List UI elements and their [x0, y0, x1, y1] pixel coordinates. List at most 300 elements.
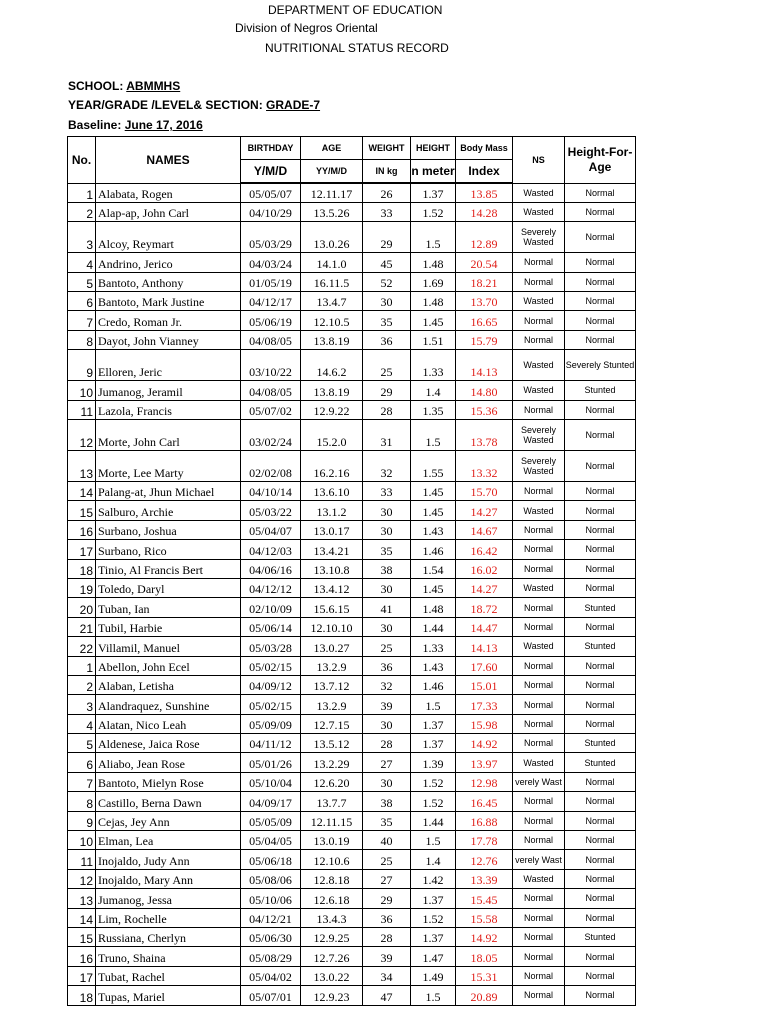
birthday-cell: 05/04/07 — [241, 520, 301, 539]
student-name-cell: Tinio, Al Francis Bert — [96, 559, 241, 578]
height-for-age-cell: Normal — [565, 831, 636, 850]
row-number-cell: 22 — [68, 637, 96, 656]
age-cell: 12.6.20 — [301, 772, 363, 791]
birthday-cell: 05/06/14 — [241, 617, 301, 636]
baseline-value: June 17, 2016 — [124, 118, 203, 132]
height-for-age-cell: Normal — [565, 908, 636, 927]
table-row — [68, 451, 636, 482]
weight-cell: 52 — [363, 272, 411, 291]
height-for-age-cell: Stunted — [565, 637, 636, 656]
row-number-cell: 4 — [68, 714, 96, 733]
nutritional-status-cell: Normal — [513, 811, 565, 830]
nutritional-status-cell: Normal — [513, 966, 565, 985]
table-row — [68, 831, 636, 850]
student-name-cell: Palang-at, Jhun Michael — [96, 482, 241, 501]
bmi-cell: 14.13 — [456, 350, 513, 381]
bmi-cell: 17.33 — [456, 695, 513, 714]
row-number-cell: 3 — [68, 695, 96, 714]
table-row — [68, 811, 636, 830]
student-name-cell: Abellon, John Ecel — [96, 656, 241, 675]
table-row — [68, 420, 636, 451]
height-for-age-cell: Normal — [565, 695, 636, 714]
weight-cell: 33 — [363, 482, 411, 501]
weight-cell: 30 — [363, 714, 411, 733]
table-row — [68, 966, 636, 985]
row-number-cell: 11 — [68, 850, 96, 869]
row-number-cell: 12 — [68, 869, 96, 888]
row-number-cell: 20 — [68, 598, 96, 617]
age-cell: 14.1.0 — [301, 253, 363, 272]
bmi-cell: 13.39 — [456, 869, 513, 888]
nutritional-status-cell: Wasted — [513, 183, 565, 202]
row-number-cell: 15 — [68, 928, 96, 947]
age-cell: 12.10.5 — [301, 311, 363, 330]
weight-cell: 35 — [363, 540, 411, 559]
nutritional-status-cell: Normal — [513, 253, 565, 272]
birthday-cell: 04/08/05 — [241, 330, 301, 349]
row-number-cell: 6 — [68, 292, 96, 311]
height-for-age-cell: Normal — [565, 772, 636, 791]
baseline-label: Baseline: — [68, 118, 122, 132]
nutritional-status-cell: Normal — [513, 272, 565, 291]
birthday-cell: 01/05/19 — [241, 272, 301, 291]
height-for-age-cell: Normal — [565, 792, 636, 811]
weight-cell: 25 — [363, 350, 411, 381]
age-cell: 12.9.23 — [301, 986, 363, 1005]
row-number-cell: 8 — [68, 792, 96, 811]
height-cell: 1.5 — [411, 831, 456, 850]
height-for-age-cell: Normal — [565, 222, 636, 253]
age-cell: 13.2.9 — [301, 695, 363, 714]
school-value: ABMMHS — [126, 79, 181, 93]
height-for-age-cell: Stunted — [565, 734, 636, 753]
height-cell: 1.44 — [411, 811, 456, 830]
nutritional-status-cell: Wasted — [513, 501, 565, 520]
table-row — [68, 400, 636, 419]
birthday-cell: 04/12/12 — [241, 578, 301, 597]
height-for-age-cell: Normal — [565, 272, 636, 291]
row-number-cell: 4 — [68, 253, 96, 272]
weight-cell: 41 — [363, 598, 411, 617]
height-for-age-cell: Normal — [565, 311, 636, 330]
col-no-header: No. — [68, 137, 96, 184]
age-cell: 13.4.21 — [301, 540, 363, 559]
student-name-cell: Inojaldo, Mary Ann — [96, 869, 241, 888]
weight-cell: 28 — [363, 734, 411, 753]
student-name-cell: Bantoto, Mielyn Rose — [96, 772, 241, 791]
student-name-cell: Jumanog, Jessa — [96, 889, 241, 908]
row-number-cell: 3 — [68, 222, 96, 253]
table-row — [68, 695, 636, 714]
row-number-cell: 19 — [68, 578, 96, 597]
weight-cell: 34 — [363, 966, 411, 985]
bmi-cell: 20.89 — [456, 986, 513, 1005]
weight-cell: 36 — [363, 908, 411, 927]
row-number-cell: 14 — [68, 908, 96, 927]
grade-value: GRADE-7 — [266, 98, 321, 112]
height-for-age-cell: Normal — [565, 292, 636, 311]
student-name-cell: Tubat, Rachel — [96, 966, 241, 985]
height-cell: 1.69 — [411, 272, 456, 291]
birthday-cell: 05/04/02 — [241, 966, 301, 985]
height-for-age-cell: Stunted — [565, 598, 636, 617]
age-cell: 13.4.7 — [301, 292, 363, 311]
bmi-cell: 16.42 — [456, 540, 513, 559]
weight-cell: 30 — [363, 520, 411, 539]
height-cell: 1.47 — [411, 947, 456, 966]
row-number-cell: 1 — [68, 183, 96, 202]
nutritional-status-cell: verely Wast — [513, 772, 565, 791]
student-name-cell: Tubil, Harbie — [96, 617, 241, 636]
nutritional-status-cell: Normal — [513, 889, 565, 908]
table-row — [68, 350, 636, 381]
height-for-age-cell: Normal — [565, 420, 636, 451]
height-for-age-cell: Normal — [565, 889, 636, 908]
table-row — [68, 617, 636, 636]
height-cell: 1.45 — [411, 578, 456, 597]
row-number-cell: 13 — [68, 889, 96, 908]
age-cell: 13.8.19 — [301, 381, 363, 400]
row-number-cell: 12 — [68, 420, 96, 451]
table-row — [68, 637, 636, 656]
birthday-cell: 05/08/06 — [241, 869, 301, 888]
student-name-cell: Morte, Lee Marty — [96, 451, 241, 482]
height-cell: 1.33 — [411, 637, 456, 656]
height-cell: 1.35 — [411, 400, 456, 419]
weight-cell: 30 — [363, 578, 411, 597]
bmi-cell: 15.70 — [456, 482, 513, 501]
height-cell: 1.52 — [411, 908, 456, 927]
student-name-cell: Truno, Shaina — [96, 947, 241, 966]
bmi-cell: 17.78 — [456, 831, 513, 850]
height-for-age-cell: Normal — [565, 947, 636, 966]
weight-cell: 27 — [363, 869, 411, 888]
height-for-age-cell: Normal — [565, 811, 636, 830]
nutritional-status-cell: Normal — [513, 986, 565, 1005]
bmi-cell: 16.02 — [456, 559, 513, 578]
row-number-cell: 5 — [68, 734, 96, 753]
student-name-cell: Alabata, Rogen — [96, 183, 241, 202]
age-cell: 13.0.19 — [301, 831, 363, 850]
nutritional-status-cell: Normal — [513, 792, 565, 811]
bmi-cell: 12.98 — [456, 772, 513, 791]
weight-cell: 38 — [363, 792, 411, 811]
table-row — [68, 520, 636, 539]
nutritional-status-cell: Wasted — [513, 869, 565, 888]
weight-cell: 47 — [363, 986, 411, 1005]
table-row — [68, 482, 636, 501]
table-row — [68, 908, 636, 927]
height-for-age-cell: Normal — [565, 451, 636, 482]
table-row — [68, 501, 636, 520]
height-cell: 1.44 — [411, 617, 456, 636]
age-cell: 13.0.22 — [301, 966, 363, 985]
birthday-cell: 03/02/24 — [241, 420, 301, 451]
birthday-cell: 05/10/04 — [241, 772, 301, 791]
school-label: SCHOOL: — [68, 79, 124, 93]
bmi-cell: 16.45 — [456, 792, 513, 811]
age-cell: 13.0.26 — [301, 222, 363, 253]
height-for-age-cell: Normal — [565, 869, 636, 888]
row-number-cell: 7 — [68, 772, 96, 791]
birthday-cell: 04/12/21 — [241, 908, 301, 927]
age-cell: 13.0.27 — [301, 637, 363, 656]
bmi-cell: 20.54 — [456, 253, 513, 272]
bmi-cell: 15.31 — [456, 966, 513, 985]
age-cell: 13.6.10 — [301, 482, 363, 501]
height-cell: 1.46 — [411, 675, 456, 694]
nutritional-status-cell: Normal — [513, 714, 565, 733]
nutritional-status-cell: Wasted — [513, 578, 565, 597]
table-row — [68, 656, 636, 675]
row-number-cell: 8 — [68, 330, 96, 349]
height-cell: 1.5 — [411, 986, 456, 1005]
birthday-cell: 05/08/29 — [241, 947, 301, 966]
age-cell: 12.7.26 — [301, 947, 363, 966]
birthday-cell: 04/11/12 — [241, 734, 301, 753]
col-names-header: NAMES — [96, 137, 241, 184]
bmi-cell: 14.27 — [456, 501, 513, 520]
birthday-cell: 05/06/19 — [241, 311, 301, 330]
bmi-cell: 18.05 — [456, 947, 513, 966]
row-number-cell: 2 — [68, 675, 96, 694]
header-title: NUTRITIONAL STATUS RECORD — [265, 41, 449, 55]
age-cell: 13.10.8 — [301, 559, 363, 578]
bmi-cell: 14.47 — [456, 617, 513, 636]
height-for-age-cell: Stunted — [565, 753, 636, 772]
nutritional-status-cell: Normal — [513, 695, 565, 714]
row-number-cell: 17 — [68, 540, 96, 559]
bmi-cell: 15.45 — [456, 889, 513, 908]
student-name-cell: Cejas, Jey Ann — [96, 811, 241, 830]
age-cell: 12.10.10 — [301, 617, 363, 636]
row-number-cell: 9 — [68, 350, 96, 381]
birthday-cell: 04/12/03 — [241, 540, 301, 559]
baseline-line — [68, 118, 203, 132]
table-row — [68, 714, 636, 733]
birthday-cell: 05/05/07 — [241, 183, 301, 202]
table-row — [68, 675, 636, 694]
bmi-cell: 14.28 — [456, 202, 513, 221]
bmi-cell: 13.97 — [456, 753, 513, 772]
height-for-age-cell: Normal — [565, 966, 636, 985]
weight-cell: 30 — [363, 501, 411, 520]
birthday-cell: 04/12/17 — [241, 292, 301, 311]
col-ns-header: NS — [513, 137, 565, 184]
age-cell: 12.8.18 — [301, 869, 363, 888]
age-cell: 13.0.17 — [301, 520, 363, 539]
age-cell: 16.11.5 — [301, 272, 363, 291]
row-number-cell: 14 — [68, 482, 96, 501]
weight-cell: 35 — [363, 311, 411, 330]
age-cell: 15.2.0 — [301, 420, 363, 451]
row-number-cell: 7 — [68, 311, 96, 330]
age-cell: 15.6.15 — [301, 598, 363, 617]
student-name-cell: Bantoto, Mark Justine — [96, 292, 241, 311]
height-cell: 1.49 — [411, 966, 456, 985]
height-for-age-cell: Normal — [565, 520, 636, 539]
student-name-cell: Castillo, Berna Dawn — [96, 792, 241, 811]
header-division: Division of Negros Oriental — [235, 21, 378, 35]
height-cell: 1.43 — [411, 520, 456, 539]
table-row — [68, 850, 636, 869]
height-cell: 1.54 — [411, 559, 456, 578]
nutritional-status-cell: Normal — [513, 311, 565, 330]
height-cell: 1.37 — [411, 928, 456, 947]
row-number-cell: 16 — [68, 947, 96, 966]
row-number-cell: 21 — [68, 617, 96, 636]
age-cell: 12.9.22 — [301, 400, 363, 419]
nutritional-status-cell: Normal — [513, 559, 565, 578]
nutritional-status-cell: Normal — [513, 598, 565, 617]
height-cell: 1.33 — [411, 350, 456, 381]
weight-cell: 29 — [363, 381, 411, 400]
bmi-cell: 14.13 — [456, 637, 513, 656]
row-number-cell: 16 — [68, 520, 96, 539]
height-cell: 1.55 — [411, 451, 456, 482]
birthday-cell: 05/02/15 — [241, 656, 301, 675]
table-row — [68, 222, 636, 253]
age-cell: 13.5.12 — [301, 734, 363, 753]
col-hfa-header: Height-For-Age — [565, 137, 636, 184]
student-name-cell: Surbano, Joshua — [96, 520, 241, 539]
birthday-cell: 05/07/02 — [241, 400, 301, 419]
height-cell: 1.37 — [411, 714, 456, 733]
height-cell: 1.52 — [411, 792, 456, 811]
nutritional-status-cell: Normal — [513, 928, 565, 947]
table-row — [68, 183, 636, 202]
age-cell: 13.4.3 — [301, 908, 363, 927]
student-name-cell: Villamil, Manuel — [96, 637, 241, 656]
height-cell: 1.48 — [411, 598, 456, 617]
nutritional-status-cell: Normal — [513, 831, 565, 850]
weight-cell: 31 — [363, 420, 411, 451]
height-cell: 1.52 — [411, 202, 456, 221]
nutritional-status-cell: Normal — [513, 330, 565, 349]
student-name-cell: Morte, John Carl — [96, 420, 241, 451]
height-for-age-cell: Normal — [565, 578, 636, 597]
bmi-cell: 14.67 — [456, 520, 513, 539]
col-bmi-header: Body Mass — [456, 137, 513, 160]
birthday-cell: 05/07/01 — [241, 986, 301, 1005]
birthday-cell: 05/02/15 — [241, 695, 301, 714]
row-number-cell: 11 — [68, 400, 96, 419]
birthday-cell: 05/03/22 — [241, 501, 301, 520]
height-cell: 1.39 — [411, 753, 456, 772]
height-cell: 1.46 — [411, 540, 456, 559]
birthday-cell: 05/05/09 — [241, 811, 301, 830]
nutritional-status-cell: Severely Wasted — [513, 451, 565, 482]
nutritional-status-cell: Wasted — [513, 350, 565, 381]
bmi-cell: 14.27 — [456, 578, 513, 597]
col-height-sub: n meter — [411, 160, 456, 184]
height-for-age-cell: Normal — [565, 330, 636, 349]
nutritional-status-cell: Normal — [513, 540, 565, 559]
birthday-cell: 04/10/14 — [241, 482, 301, 501]
age-cell: 12.9.25 — [301, 928, 363, 947]
student-name-cell: Lazola, Francis — [96, 400, 241, 419]
birthday-cell: 03/10/22 — [241, 350, 301, 381]
student-name-cell: Salburo, Archie — [96, 501, 241, 520]
bmi-cell: 15.98 — [456, 714, 513, 733]
age-cell: 13.8.19 — [301, 330, 363, 349]
weight-cell: 39 — [363, 947, 411, 966]
nutritional-status-cell: Wasted — [513, 381, 565, 400]
header-department: DEPARTMENT OF EDUCATION — [268, 3, 443, 17]
height-cell: 1.52 — [411, 772, 456, 791]
bmi-cell: 15.58 — [456, 908, 513, 927]
weight-cell: 25 — [363, 850, 411, 869]
nutritional-status-cell: Severely Wasted — [513, 420, 565, 451]
school-line — [68, 79, 180, 93]
student-name-cell: Bantoto, Anthony — [96, 272, 241, 291]
height-cell: 1.42 — [411, 869, 456, 888]
height-for-age-cell: Normal — [565, 400, 636, 419]
height-for-age-cell: Severely Stunted — [565, 350, 636, 381]
height-for-age-cell: Normal — [565, 675, 636, 694]
bmi-cell: 14.80 — [456, 381, 513, 400]
student-name-cell: Alatan, Nico Leah — [96, 714, 241, 733]
nutritional-status-cell: Wasted — [513, 753, 565, 772]
height-cell: 1.37 — [411, 734, 456, 753]
row-number-cell: 10 — [68, 381, 96, 400]
student-name-cell: Credo, Roman Jr. — [96, 311, 241, 330]
age-cell: 13.7.7 — [301, 792, 363, 811]
bmi-cell: 15.36 — [456, 400, 513, 419]
table-row — [68, 202, 636, 221]
weight-cell: 26 — [363, 183, 411, 202]
student-name-cell: Alaban, Letisha — [96, 675, 241, 694]
student-name-cell: Toledo, Daryl — [96, 578, 241, 597]
age-cell: 12.10.6 — [301, 850, 363, 869]
birthday-cell: 05/03/29 — [241, 222, 301, 253]
height-for-age-cell: Normal — [565, 850, 636, 869]
height-cell: 1.5 — [411, 695, 456, 714]
student-name-cell: Inojaldo, Judy Ann — [96, 850, 241, 869]
nutritional-status-cell: Normal — [513, 482, 565, 501]
weight-cell: 28 — [363, 928, 411, 947]
birthday-cell: 04/03/24 — [241, 253, 301, 272]
table-row — [68, 272, 636, 291]
nutritional-status-cell: Wasted — [513, 637, 565, 656]
weight-cell: 32 — [363, 451, 411, 482]
bmi-cell: 12.76 — [456, 850, 513, 869]
bmi-cell: 13.32 — [456, 451, 513, 482]
weight-cell: 27 — [363, 753, 411, 772]
weight-cell: 38 — [363, 559, 411, 578]
nutritional-status-cell: Normal — [513, 520, 565, 539]
weight-cell: 45 — [363, 253, 411, 272]
height-for-age-cell: Normal — [565, 183, 636, 202]
height-for-age-cell: Normal — [565, 617, 636, 636]
row-number-cell: 17 — [68, 966, 96, 985]
bmi-cell: 16.88 — [456, 811, 513, 830]
birthday-cell: 05/04/05 — [241, 831, 301, 850]
nutritional-status-cell: Normal — [513, 617, 565, 636]
height-cell: 1.37 — [411, 889, 456, 908]
age-cell: 12.7.15 — [301, 714, 363, 733]
table-row — [68, 869, 636, 888]
height-cell: 1.48 — [411, 292, 456, 311]
row-number-cell: 2 — [68, 202, 96, 221]
grade-label: YEAR/GRADE /LEVEL& SECTION: — [68, 98, 263, 112]
weight-cell: 29 — [363, 222, 411, 253]
row-number-cell: 9 — [68, 811, 96, 830]
height-for-age-cell: Normal — [565, 253, 636, 272]
height-for-age-cell: Stunted — [565, 381, 636, 400]
nutritional-status-cell: Wasted — [513, 292, 565, 311]
bmi-cell: 15.79 — [456, 330, 513, 349]
